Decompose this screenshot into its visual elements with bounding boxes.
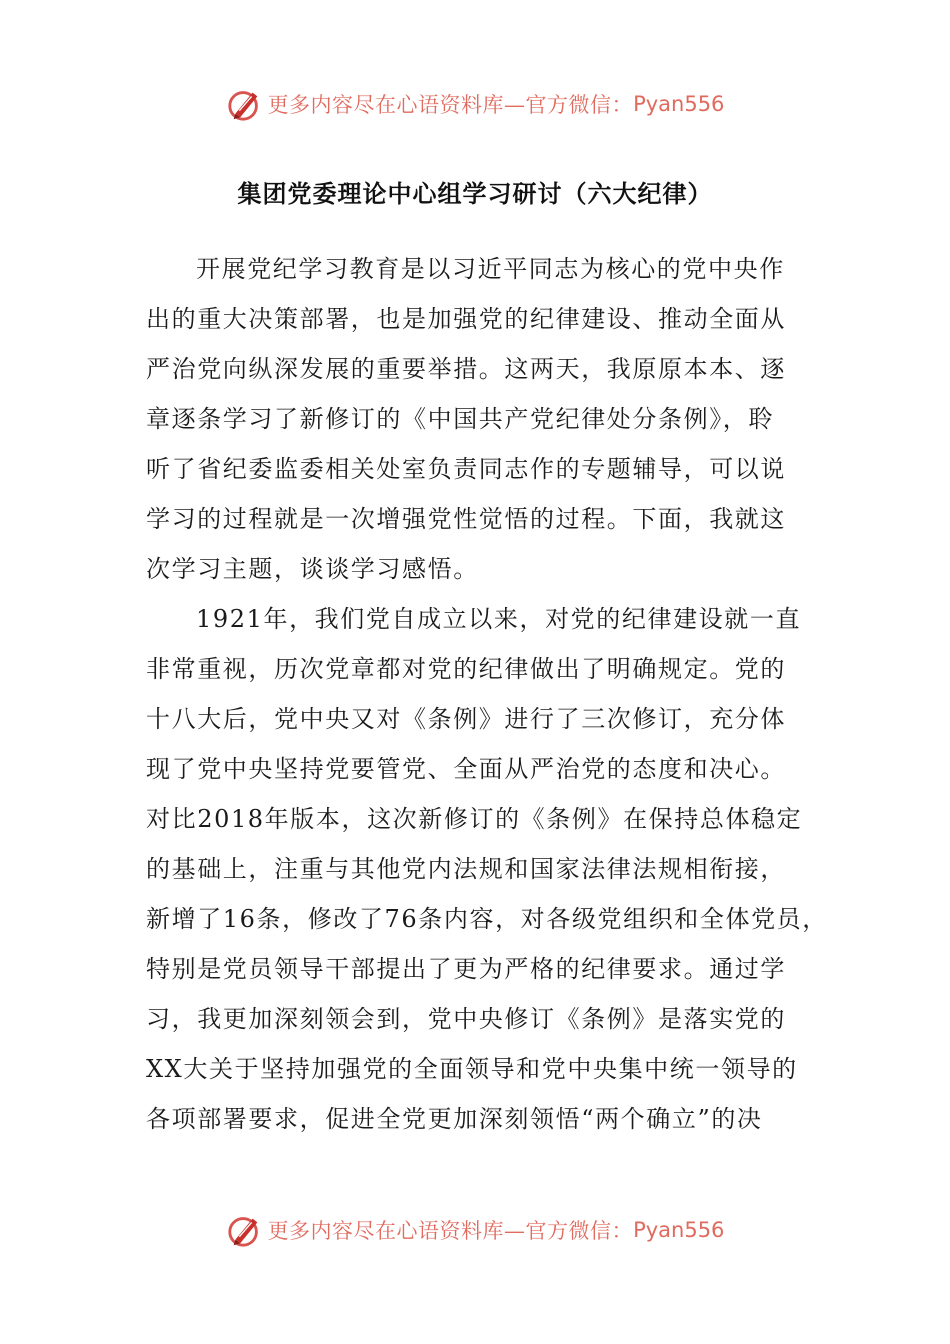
body-line: 特别是党员领导干部提出了更为严格的纪律要求。通过学 xyxy=(146,955,786,983)
watermark-wechat-id: Pyan556 xyxy=(633,1218,725,1242)
watermark-wechat-id: Pyan556 xyxy=(633,92,725,116)
document-title: 集团党委理论中心组学习研讨（六大纪律） xyxy=(237,180,713,208)
body-line: 次学习主题，谈谈学习感悟。 xyxy=(146,555,479,583)
header-watermark xyxy=(0,82,950,126)
body-line: 现了党中央坚持党要管党、全面从严治党的态度和决心。 xyxy=(146,755,786,783)
body-line: 习，我更加深刻领会到，党中央修订《条例》是落实党的 xyxy=(146,1005,786,1033)
body-line: 学习的过程就是一次增强党性觉悟的过程。下面，我就这 xyxy=(146,505,786,533)
pen-nib-logo-icon xyxy=(226,85,264,123)
body-line: 开展党纪学习教育是以习近平同志为核心的党中央作 xyxy=(196,255,785,283)
body-line: 各项部署要求，促进全党更加深刻领悟“两个确立”的决 xyxy=(146,1105,763,1133)
body-line: 听了省纪委监委相关处室负责同志作的专题辅导，可以说 xyxy=(146,455,786,483)
body-line: 对比2018年版本，这次新修订的《条例》在保持总体稳定 xyxy=(146,805,803,833)
body-line: 十八大后，党中央又对《条例》进行了三次修订，充分体 xyxy=(146,705,786,733)
body-line: 章逐条学习了新修订的《中国共产党纪律处分条例》，聆 xyxy=(146,405,774,433)
body-line: 非常重视，历次党章都对党的纪律做出了明确规定。党的 xyxy=(146,655,786,683)
body-line: 新增了16条，修改了76条内容，对各级党组织和全体党员， xyxy=(146,905,828,933)
pen-nib-logo-icon xyxy=(226,1211,264,1249)
body-line: 的基础上，注重与其他党内法规和国家法律法规相衔接， xyxy=(146,855,786,883)
body-line: 出的重大决策部署，也是加强党的纪律建设、推动全面从 xyxy=(146,305,786,333)
watermark-text: 更多内容尽在心语资料库—官方微信： xyxy=(267,1219,634,1243)
document-body xyxy=(146,244,826,1144)
footer-watermark xyxy=(0,1208,950,1252)
body-line: XX大关于坚持加强党的全面领导和党中央集中统一领导的 xyxy=(146,1055,798,1083)
watermark-text: 更多内容尽在心语资料库—官方微信： xyxy=(267,93,634,117)
body-line: 严治党向纵深发展的重要举措。这两天，我原原本本、逐 xyxy=(146,355,786,383)
body-line: 1921年，我们党自成立以来，对党的纪律建设就一直 xyxy=(196,605,802,633)
